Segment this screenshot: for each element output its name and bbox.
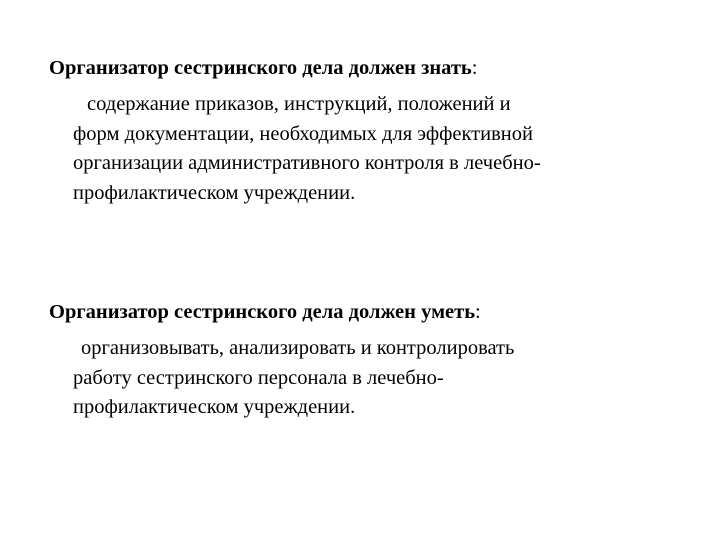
section-body-know xyxy=(73,90,541,208)
body-line: организации административного контроля в лечебно- xyxy=(73,152,541,174)
section-heading-text: Организатор сестринского дела должен уметь xyxy=(49,301,476,323)
section-heading-text: Организатор сестринского дела должен знать xyxy=(49,57,472,79)
body-line: организовывать, анализировать и контролировать xyxy=(81,337,515,359)
section-heading-can xyxy=(49,300,481,324)
body-line: профилактическом учреждении. xyxy=(73,181,356,204)
heading-colon: : xyxy=(471,57,478,79)
body-line: содержание приказов, инструкций, положений и xyxy=(87,93,511,115)
body-line: работу сестринского персонала в лечебно- xyxy=(73,366,444,389)
body-line: форм документации, необходимых для эффективной xyxy=(73,122,533,145)
section-heading-know xyxy=(49,56,477,80)
body-line: профилактическом учреждении. xyxy=(73,396,356,418)
heading-colon: : xyxy=(475,301,481,323)
section-body-can xyxy=(73,334,514,423)
